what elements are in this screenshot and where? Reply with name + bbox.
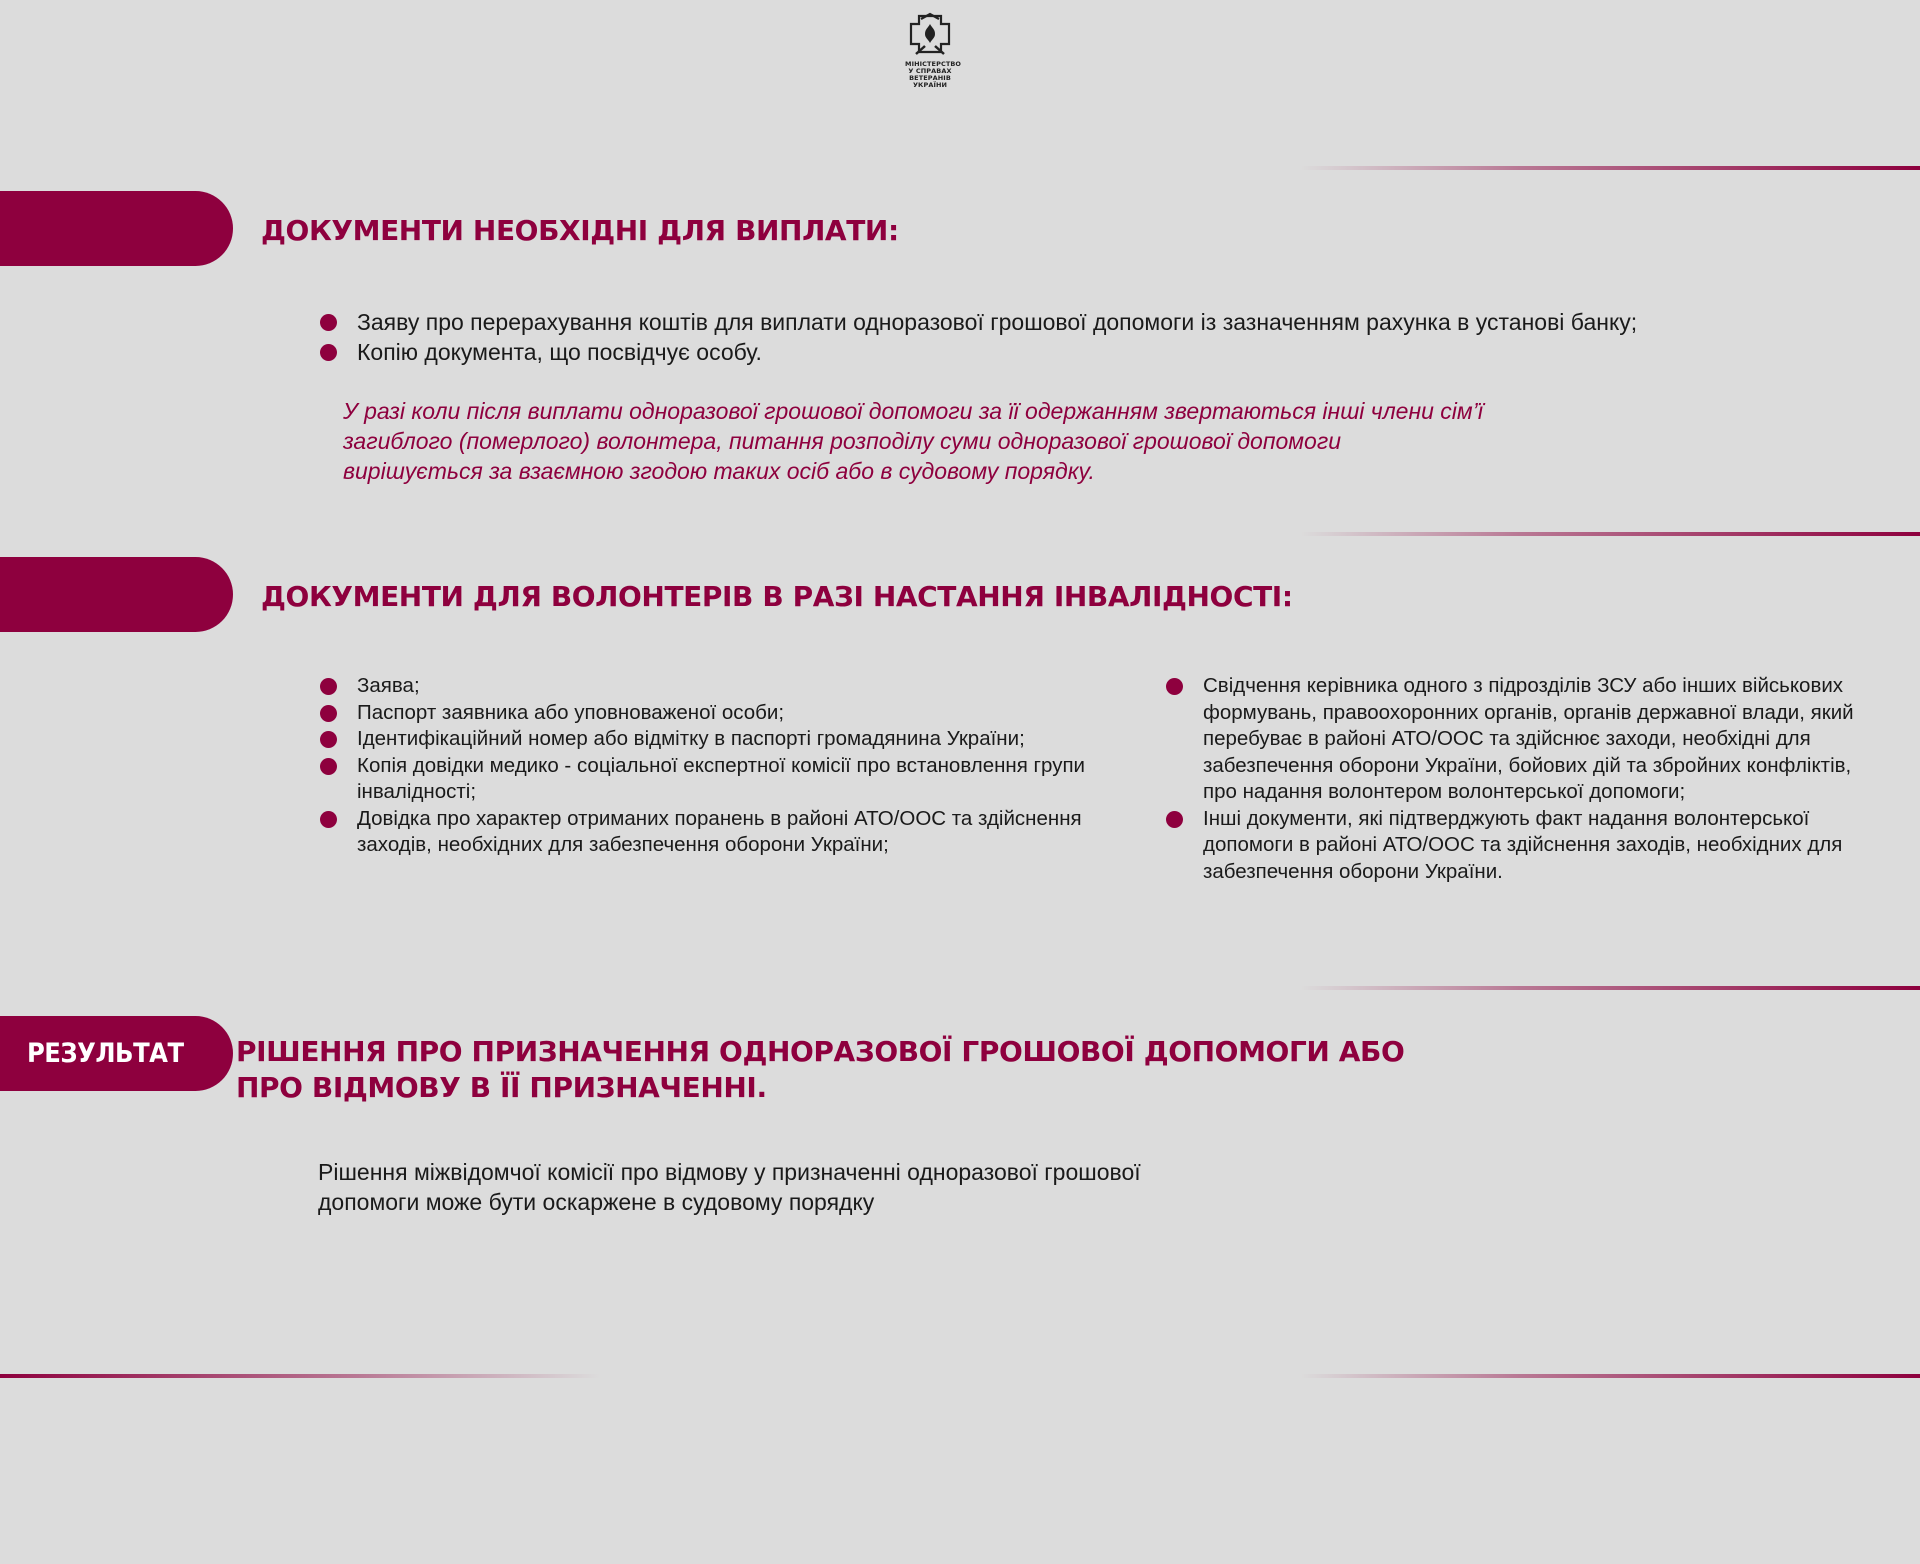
decorative-divider — [1300, 166, 1920, 170]
section-heading-disability-documents: ДОКУМЕНТИ ДЛЯ ВОЛОНТЕРІВ В РАЗІ НАСТАННЯ ІНВАЛІДНОСТІ: — [261, 580, 1293, 613]
list-item: Заява; — [320, 673, 1090, 700]
list-item: Заяву про перерахування коштів для виплати одноразової грошової допомоги із зазначенням рахунка в установі банку; — [320, 307, 1800, 337]
decorative-divider — [1300, 532, 1920, 536]
result-heading-line1: РІШЕННЯ ПРО ПРИЗНАЧЕННЯ ОДНОРАЗОВОЇ ГРОШОВОЇ ДОПОМОГИ АБО — [236, 1035, 1405, 1068]
result-heading-line2: ПРО ВІДМОВУ В ЇЇ ПРИЗНАЧЕННІ. — [236, 1071, 767, 1104]
result-tab — [0, 1016, 233, 1091]
section-heading-payment-documents: ДОКУМЕНТИ НЕОБХІДНІ ДЛЯ ВИПЛАТИ: — [261, 214, 899, 247]
list-item: Паспорт заявника або уповноваженої особи; — [320, 700, 1090, 727]
list-item: Копія довідки медико - соціальної експертної комісії про встановлення групи інвалідності; — [320, 753, 1090, 806]
result-heading — [236, 1034, 1404, 1106]
family-distribution-note: У разі коли після виплати одноразової грошової допомоги за її одержанням звертаються інші члени сім’ї загиблого (померлого) волонтера, питання розподілу суми одноразової грошової допомоги вирішується за взаємною згодою таких осіб або в судовому порядку. — [343, 398, 1483, 484]
ministry-logo-text: МІНІСТЕРСТВО У СПРАВАХ ВЕТЕРАНІВ УКРАЇНИ — [905, 60, 962, 89]
section-tab-documents — [0, 191, 233, 266]
decorative-divider-bottom-right — [1300, 1374, 1920, 1378]
disability-documents-list-left — [320, 673, 1090, 859]
payment-documents-list — [320, 307, 1800, 367]
ministry-logo — [905, 10, 962, 89]
list-item: Копію документа, що посвідчує особу. — [320, 337, 1800, 367]
ministry-emblem-icon — [907, 10, 953, 58]
decorative-divider — [1300, 986, 1920, 990]
list-item: Свідчення керівника одного з підрозділів ЗСУ або інших військових формувань, правоохоронних органів, органів державної влади, який перебуває в районі АТО/ООС та здійснює заходи, необхідні для забезпечення оборони України, бойових дій та збройних конфліктів, про надання волонтером волонтерської допомоги; — [1166, 673, 1866, 806]
decorative-divider-bottom-left — [0, 1374, 600, 1378]
list-item: Довідка про характер отриманих поранень в районі АТО/ООС та здійснення заходів, необхідних для забезпечення оборони України; — [320, 806, 1090, 859]
section-tab-disability — [0, 557, 233, 632]
appeal-note: Рішення міжвідомчої комісії про відмову у призначенні одноразової грошової допомоги може бути оскаржене в судовому порядку — [318, 1159, 1141, 1215]
result-tab-label: РЕЗУЛЬТАТ — [27, 1038, 184, 1069]
list-item: Ідентифікаційний номер або відмітку в паспорті громадянина України; — [320, 726, 1090, 753]
list-item: Інші документи, які підтверджують факт надання волонтерської допомоги в районі АТО/ООС та здійснення заходів, необхідних для забезпечення оборони України. — [1166, 806, 1866, 886]
disability-documents-list-right — [1166, 673, 1866, 885]
